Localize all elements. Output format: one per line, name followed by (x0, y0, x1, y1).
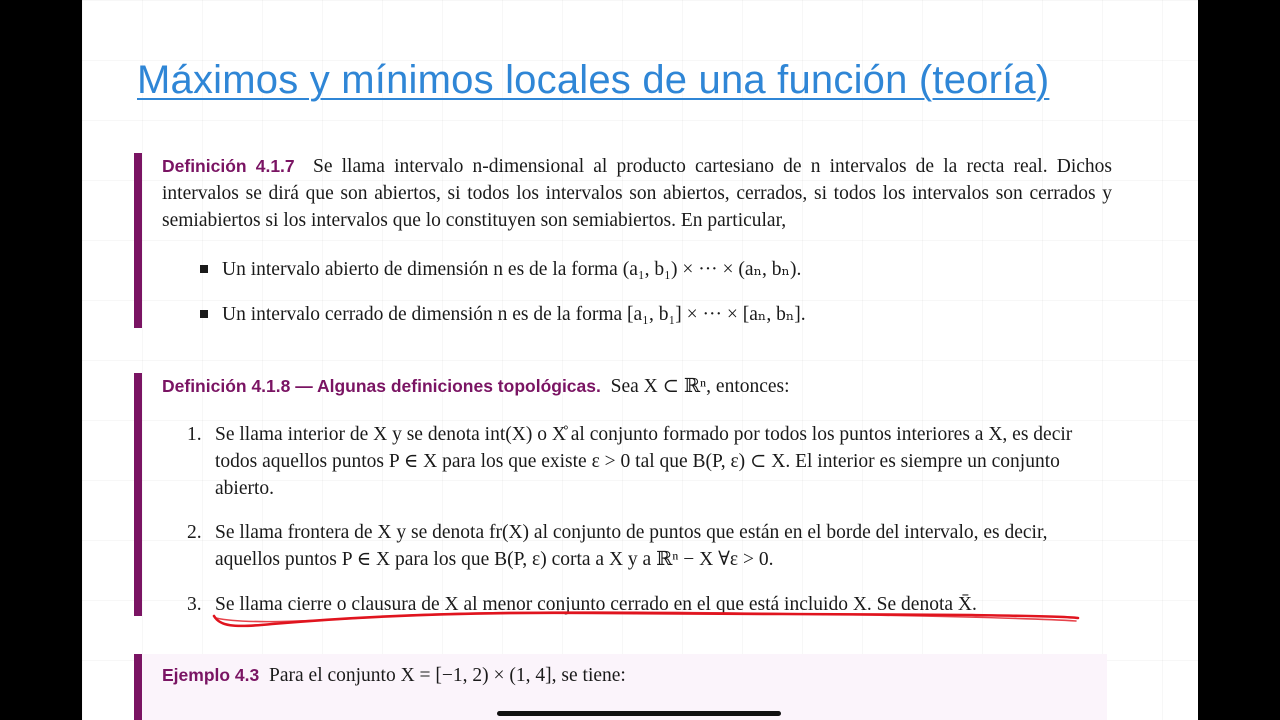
square-bullet-icon (200, 310, 208, 318)
example-label: Ejemplo 4.3 (162, 665, 260, 685)
list-item: Un intervalo cerrado de dimensión n es de la forma [a₁, b₁] × ··· × [aₙ, bₙ]. (200, 302, 806, 326)
definition-paragraph (162, 153, 1112, 234)
definition-label: Definición 4.1.8 — Algunas definiciones topológicas. (162, 376, 601, 396)
example-line (162, 662, 1112, 689)
square-bullet-icon (200, 265, 208, 273)
definition-text: Se llama intervalo n-dimensional al producto cartesiano de n intervalos de la recta real. Dichos intervalos se dirá que son abiertos, si todos los intervalos son abiertos, cerrados, si todos los intervalos son cerrados y semiabiertos si los intervalos que lo constituyen son semiabiertos. En particular, (162, 156, 1112, 231)
definition-intro: Sea X ⊂ ℝⁿ, entonces: (610, 376, 790, 397)
enumerated-item: 3. Se llama cierre o clausura de X al menor conjunto cerrado en el que está incluido X. Se denota X̄. (187, 594, 977, 615)
home-indicator-bar[interactable] (497, 711, 781, 716)
enumerated-item: 2. Se llama frontera de X y se denota fr(X) al conjunto de puntos que están en el borde del intervalo, es decir, aquellos puntos P ∈ X para los que B(P, ε) corta a X y a ℝⁿ − X ∀ε > 0. (187, 522, 1048, 570)
definition-label: Definición 4.1.7 (162, 156, 295, 176)
page-title: Máximos y mínimos locales de una función (teoría) (137, 58, 1050, 102)
document-page (82, 0, 1198, 720)
definition-block-4-1-7 (134, 153, 1142, 328)
list-item: Un intervalo abierto de dimensión n es de la forma (a₁, b₁) × ··· × (aₙ, bₙ). (200, 257, 801, 281)
definition-heading-line (162, 373, 1112, 400)
example-text: Para el conjunto X = [−1, 2) × (1, 4], se tiene: (269, 665, 626, 686)
enumerated-item: 1. Se llama interior de X y se denota int(X) o X̊ al conjunto formado por todos los puntos interiores a X, es decir todos aquellos puntos P ∈ X para los que existe ε > 0 tal que B(P, ε) ⊂ X. El interior es siempre un conjunto abierto. (187, 424, 1073, 499)
definition-block-4-1-8 (134, 373, 1142, 616)
